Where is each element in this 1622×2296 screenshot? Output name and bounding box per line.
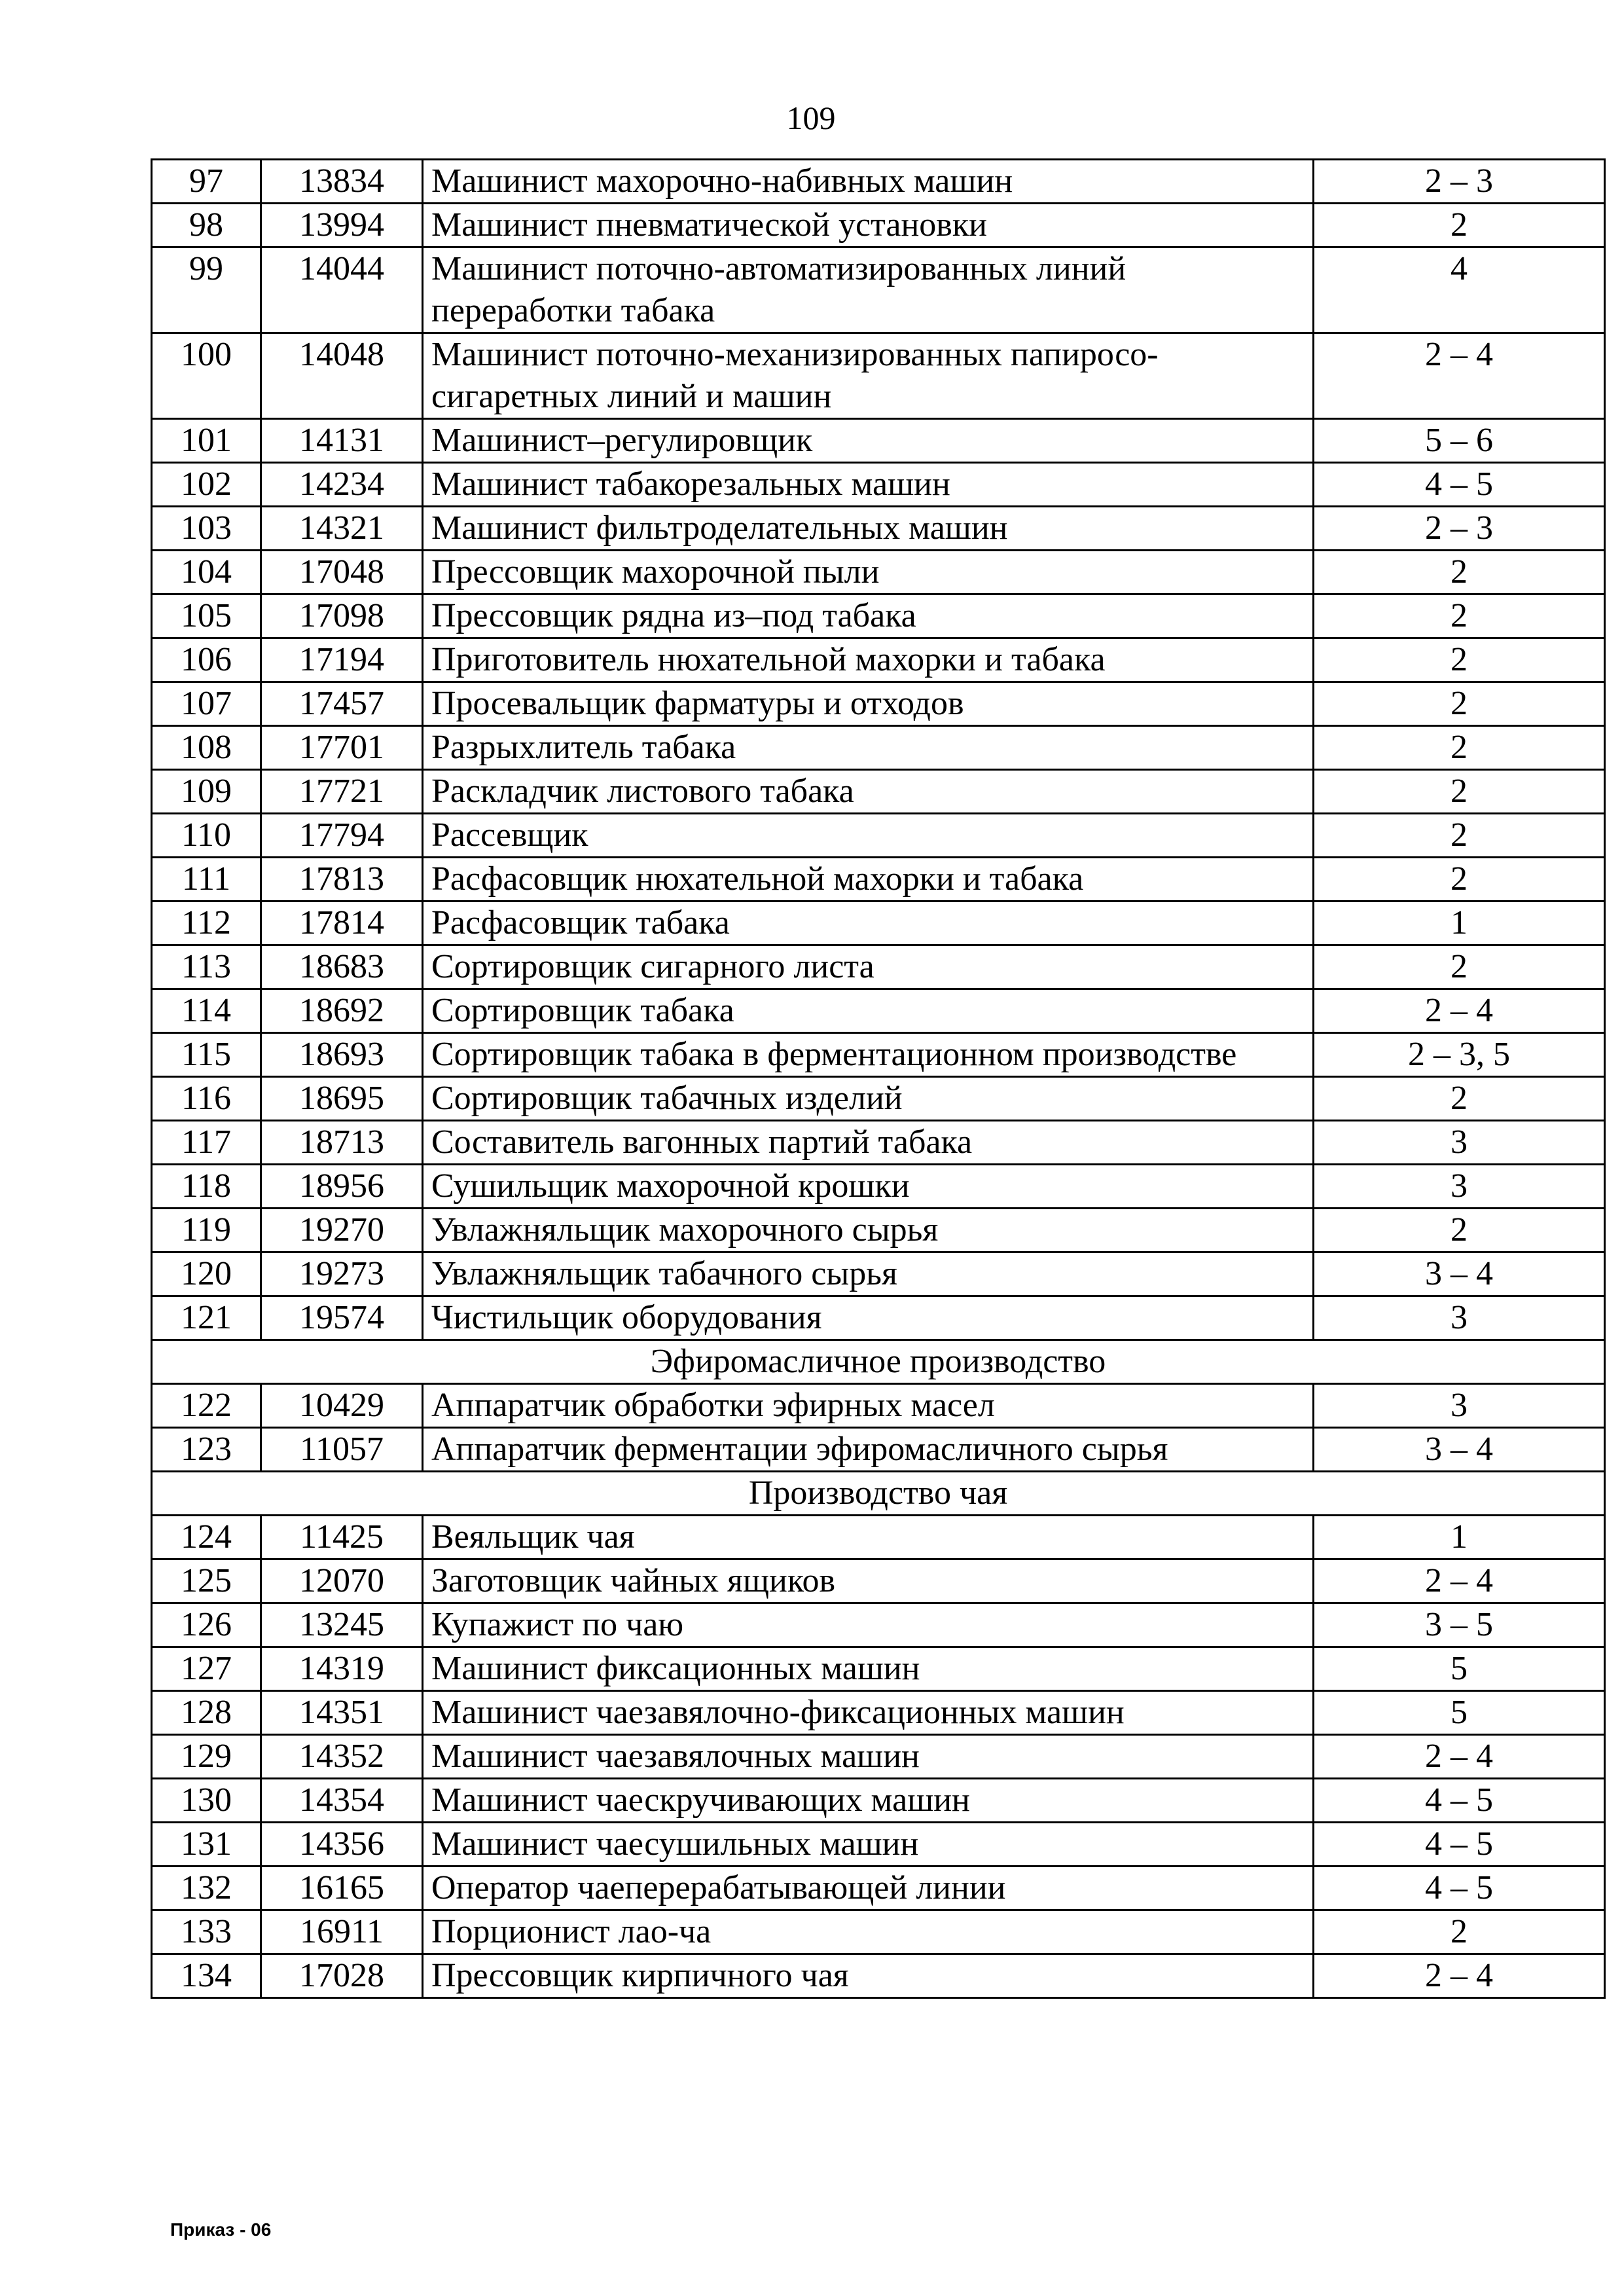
profession-name: Машинист–регулировщик bbox=[423, 419, 1314, 463]
profession-name: Аппаратчик обработки эфирных масел bbox=[423, 1384, 1314, 1428]
profession-name: Сортировщик табачных изделий bbox=[423, 1077, 1314, 1121]
table-row bbox=[152, 1559, 1605, 1603]
profession-name: Увлажняльщик табачного сырья bbox=[423, 1252, 1314, 1296]
profession-code: 14234 bbox=[261, 463, 423, 507]
row-number: 109 bbox=[152, 770, 261, 814]
profession-code: 18713 bbox=[261, 1121, 423, 1165]
footer-order-label: Приказ - 06 bbox=[170, 2219, 272, 2240]
profession-name: Прессовщик кирпичного чая bbox=[423, 1954, 1314, 1998]
rank-range: 4 – 5 bbox=[1314, 463, 1605, 507]
row-number: 120 bbox=[152, 1252, 261, 1296]
row-number: 99 bbox=[152, 247, 261, 333]
profession-name: Машинист поточно-автоматизированных линий переработки табака bbox=[423, 247, 1314, 333]
profession-code: 17098 bbox=[261, 594, 423, 638]
profession-name: Аппаратчик ферментации эфиромасличного сырья bbox=[423, 1428, 1314, 1472]
row-number: 108 bbox=[152, 726, 261, 770]
profession-name: Чистильщик оборудования bbox=[423, 1296, 1314, 1340]
profession-code: 13994 bbox=[261, 204, 423, 247]
profession-code: 18683 bbox=[261, 945, 423, 989]
profession-name: Приготовитель нюхательной махорки и табака bbox=[423, 638, 1314, 682]
rank-range: 2 bbox=[1314, 1910, 1605, 1954]
row-number: 103 bbox=[152, 507, 261, 551]
table-row bbox=[152, 1954, 1605, 1998]
profession-table bbox=[151, 158, 1606, 1999]
table-row bbox=[152, 1867, 1605, 1910]
row-number: 123 bbox=[152, 1428, 261, 1472]
profession-name: Расфасовщик нюхательной махорки и табака bbox=[423, 858, 1314, 902]
table-row bbox=[152, 1252, 1605, 1296]
table-row bbox=[152, 419, 1605, 463]
table-row bbox=[152, 1910, 1605, 1954]
row-number: 132 bbox=[152, 1867, 261, 1910]
section-row bbox=[152, 1472, 1605, 1516]
profession-name: Оператор чаеперерабатывающей линии bbox=[423, 1867, 1314, 1910]
section-title: Производство чая bbox=[152, 1472, 1605, 1516]
rank-range: 2 – 3 bbox=[1314, 507, 1605, 551]
table-row bbox=[152, 726, 1605, 770]
table-row bbox=[152, 1121, 1605, 1165]
table-body bbox=[152, 160, 1605, 1998]
rank-range: 2 bbox=[1314, 594, 1605, 638]
row-number: 129 bbox=[152, 1735, 261, 1779]
profession-name: Машинист фильтроделательных машин bbox=[423, 507, 1314, 551]
row-number: 112 bbox=[152, 902, 261, 945]
rank-range: 2 – 3, 5 bbox=[1314, 1033, 1605, 1077]
profession-code: 18692 bbox=[261, 989, 423, 1033]
table-row bbox=[152, 1165, 1605, 1209]
row-number: 113 bbox=[152, 945, 261, 989]
table-row bbox=[152, 204, 1605, 247]
profession-code: 14131 bbox=[261, 419, 423, 463]
table-row bbox=[152, 1603, 1605, 1647]
rank-range: 2 – 3 bbox=[1314, 160, 1605, 204]
row-number: 101 bbox=[152, 419, 261, 463]
profession-code: 14356 bbox=[261, 1823, 423, 1867]
table-row bbox=[152, 682, 1605, 726]
row-number: 110 bbox=[152, 814, 261, 858]
profession-code: 17701 bbox=[261, 726, 423, 770]
rank-range: 2 bbox=[1314, 814, 1605, 858]
row-number: 118 bbox=[152, 1165, 261, 1209]
rank-range: 1 bbox=[1314, 1516, 1605, 1559]
profession-code: 17457 bbox=[261, 682, 423, 726]
profession-name: Порционист лао-ча bbox=[423, 1910, 1314, 1954]
row-number: 122 bbox=[152, 1384, 261, 1428]
rank-range: 2 bbox=[1314, 726, 1605, 770]
profession-code: 14044 bbox=[261, 247, 423, 333]
table-row bbox=[152, 945, 1605, 989]
profession-name: Машинист махорочно-набивных машин bbox=[423, 160, 1314, 204]
rank-range: 2 bbox=[1314, 682, 1605, 726]
row-number: 116 bbox=[152, 1077, 261, 1121]
rank-range: 4 – 5 bbox=[1314, 1867, 1605, 1910]
table-row bbox=[152, 1735, 1605, 1779]
rank-range: 2 – 4 bbox=[1314, 1559, 1605, 1603]
rank-range: 2 bbox=[1314, 1077, 1605, 1121]
table-row bbox=[152, 814, 1605, 858]
rank-range: 3 bbox=[1314, 1384, 1605, 1428]
row-number: 130 bbox=[152, 1779, 261, 1823]
table-row bbox=[152, 463, 1605, 507]
profession-code: 14321 bbox=[261, 507, 423, 551]
profession-name: Машинист чаесушильных машин bbox=[423, 1823, 1314, 1867]
table-row bbox=[152, 247, 1605, 333]
rank-range: 3 bbox=[1314, 1296, 1605, 1340]
profession-code: 13834 bbox=[261, 160, 423, 204]
rank-range: 2 bbox=[1314, 858, 1605, 902]
row-number: 119 bbox=[152, 1209, 261, 1252]
profession-code: 19273 bbox=[261, 1252, 423, 1296]
profession-code: 14319 bbox=[261, 1647, 423, 1691]
page-number: 109 bbox=[786, 100, 836, 136]
row-number: 107 bbox=[152, 682, 261, 726]
profession-name: Сортировщик табака bbox=[423, 989, 1314, 1033]
profession-name: Машинист чаескручивающих машин bbox=[423, 1779, 1314, 1823]
table-row bbox=[152, 989, 1605, 1033]
profession-code: 17028 bbox=[261, 1954, 423, 1998]
profession-code: 14351 bbox=[261, 1691, 423, 1735]
profession-name: Прессовщик махорочной пыли bbox=[423, 551, 1314, 594]
rank-range: 3 – 5 bbox=[1314, 1603, 1605, 1647]
profession-code: 19574 bbox=[261, 1296, 423, 1340]
profession-code: 10429 bbox=[261, 1384, 423, 1428]
row-number: 106 bbox=[152, 638, 261, 682]
row-number: 115 bbox=[152, 1033, 261, 1077]
row-number: 128 bbox=[152, 1691, 261, 1735]
profession-name: Сортировщик табака в ферментационном производстве bbox=[423, 1033, 1314, 1077]
profession-name: Рассевщик bbox=[423, 814, 1314, 858]
row-number: 134 bbox=[152, 1954, 261, 1998]
profession-code: 11057 bbox=[261, 1428, 423, 1472]
profession-name: Машинист фиксационных машин bbox=[423, 1647, 1314, 1691]
table-row bbox=[152, 1779, 1605, 1823]
row-number: 117 bbox=[152, 1121, 261, 1165]
row-number: 126 bbox=[152, 1603, 261, 1647]
table-row bbox=[152, 551, 1605, 594]
row-number: 121 bbox=[152, 1296, 261, 1340]
profession-name: Купажист по чаю bbox=[423, 1603, 1314, 1647]
profession-code: 19270 bbox=[261, 1209, 423, 1252]
table-row bbox=[152, 1033, 1605, 1077]
profession-code: 12070 bbox=[261, 1559, 423, 1603]
rank-range: 2 bbox=[1314, 945, 1605, 989]
profession-code: 18695 bbox=[261, 1077, 423, 1121]
table-row bbox=[152, 1823, 1605, 1867]
table-row bbox=[152, 507, 1605, 551]
table-row bbox=[152, 1077, 1605, 1121]
rank-range: 5 bbox=[1314, 1691, 1605, 1735]
profession-name: Раскладчик листового табака bbox=[423, 770, 1314, 814]
rank-range: 1 bbox=[1314, 902, 1605, 945]
rank-range: 5 bbox=[1314, 1647, 1605, 1691]
rank-range: 3 bbox=[1314, 1165, 1605, 1209]
row-number: 133 bbox=[152, 1910, 261, 1954]
profession-name: Машинист поточно-механизированных папиросо-сигаретных линий и машин bbox=[423, 333, 1314, 419]
table-row bbox=[152, 333, 1605, 419]
table-row bbox=[152, 1428, 1605, 1472]
rank-range: 2 – 4 bbox=[1314, 1954, 1605, 1998]
row-number: 104 bbox=[152, 551, 261, 594]
row-number: 100 bbox=[152, 333, 261, 419]
profession-code: 17194 bbox=[261, 638, 423, 682]
section-title: Эфиромасличное производство bbox=[152, 1340, 1605, 1384]
profession-name: Машинист чаезавялочно-фиксационных машин bbox=[423, 1691, 1314, 1735]
table-row bbox=[152, 1209, 1605, 1252]
rank-range: 2 – 4 bbox=[1314, 333, 1605, 419]
profession-name: Заготовщик чайных ящиков bbox=[423, 1559, 1314, 1603]
profession-name: Веяльщик чая bbox=[423, 1516, 1314, 1559]
rank-range: 4 – 5 bbox=[1314, 1823, 1605, 1867]
rank-range: 4 – 5 bbox=[1314, 1779, 1605, 1823]
profession-code: 13245 bbox=[261, 1603, 423, 1647]
profession-name: Машинист чаезавялочных машин bbox=[423, 1735, 1314, 1779]
profession-code: 14354 bbox=[261, 1779, 423, 1823]
profession-name: Машинист пневматической установки bbox=[423, 204, 1314, 247]
row-number: 131 bbox=[152, 1823, 261, 1867]
profession-code: 14352 bbox=[261, 1735, 423, 1779]
profession-name: Расфасовщик табака bbox=[423, 902, 1314, 945]
rank-range: 2 – 4 bbox=[1314, 989, 1605, 1033]
table-row bbox=[152, 1691, 1605, 1735]
section-row bbox=[152, 1340, 1605, 1384]
profession-code: 16911 bbox=[261, 1910, 423, 1954]
profession-code: 16165 bbox=[261, 1867, 423, 1910]
profession-code: 17814 bbox=[261, 902, 423, 945]
profession-name: Машинист табакорезальных машин bbox=[423, 463, 1314, 507]
profession-code: 17813 bbox=[261, 858, 423, 902]
profession-name: Сушильщик махорочной крошки bbox=[423, 1165, 1314, 1209]
profession-code: 18693 bbox=[261, 1033, 423, 1077]
table-row bbox=[152, 638, 1605, 682]
table-row bbox=[152, 594, 1605, 638]
row-number: 124 bbox=[152, 1516, 261, 1559]
row-number: 125 bbox=[152, 1559, 261, 1603]
rank-range: 2 bbox=[1314, 551, 1605, 594]
profession-name: Просевальщик фарматуры и отходов bbox=[423, 682, 1314, 726]
profession-name: Прессовщик рядна из–под табака bbox=[423, 594, 1314, 638]
table-row bbox=[152, 1516, 1605, 1559]
row-number: 114 bbox=[152, 989, 261, 1033]
row-number: 97 bbox=[152, 160, 261, 204]
row-number: 102 bbox=[152, 463, 261, 507]
rank-range: 3 bbox=[1314, 1121, 1605, 1165]
table-row bbox=[152, 1384, 1605, 1428]
rank-range: 5 – 6 bbox=[1314, 419, 1605, 463]
profession-name: Составитель вагонных партий табака bbox=[423, 1121, 1314, 1165]
table-row bbox=[152, 1647, 1605, 1691]
rank-range: 2 bbox=[1314, 638, 1605, 682]
rank-range: 2 bbox=[1314, 204, 1605, 247]
profession-code: 17721 bbox=[261, 770, 423, 814]
rank-range: 2 bbox=[1314, 1209, 1605, 1252]
row-number: 105 bbox=[152, 594, 261, 638]
table-row bbox=[152, 858, 1605, 902]
profession-name: Разрыхлитель табака bbox=[423, 726, 1314, 770]
rank-range: 3 – 4 bbox=[1314, 1428, 1605, 1472]
profession-code: 14048 bbox=[261, 333, 423, 419]
profession-code: 11425 bbox=[261, 1516, 423, 1559]
profession-code: 17048 bbox=[261, 551, 423, 594]
profession-name: Сортировщик сигарного листа bbox=[423, 945, 1314, 989]
table-row bbox=[152, 160, 1605, 204]
profession-code: 18956 bbox=[261, 1165, 423, 1209]
rank-range: 4 bbox=[1314, 247, 1605, 333]
profession-code: 17794 bbox=[261, 814, 423, 858]
rank-range: 3 – 4 bbox=[1314, 1252, 1605, 1296]
profession-name: Увлажняльщик махорочного сырья bbox=[423, 1209, 1314, 1252]
table-row bbox=[152, 902, 1605, 945]
row-number: 127 bbox=[152, 1647, 261, 1691]
rank-range: 2 bbox=[1314, 770, 1605, 814]
rank-range: 2 – 4 bbox=[1314, 1735, 1605, 1779]
row-number: 98 bbox=[152, 204, 261, 247]
table-row bbox=[152, 1296, 1605, 1340]
table-row bbox=[152, 770, 1605, 814]
row-number: 111 bbox=[152, 858, 261, 902]
